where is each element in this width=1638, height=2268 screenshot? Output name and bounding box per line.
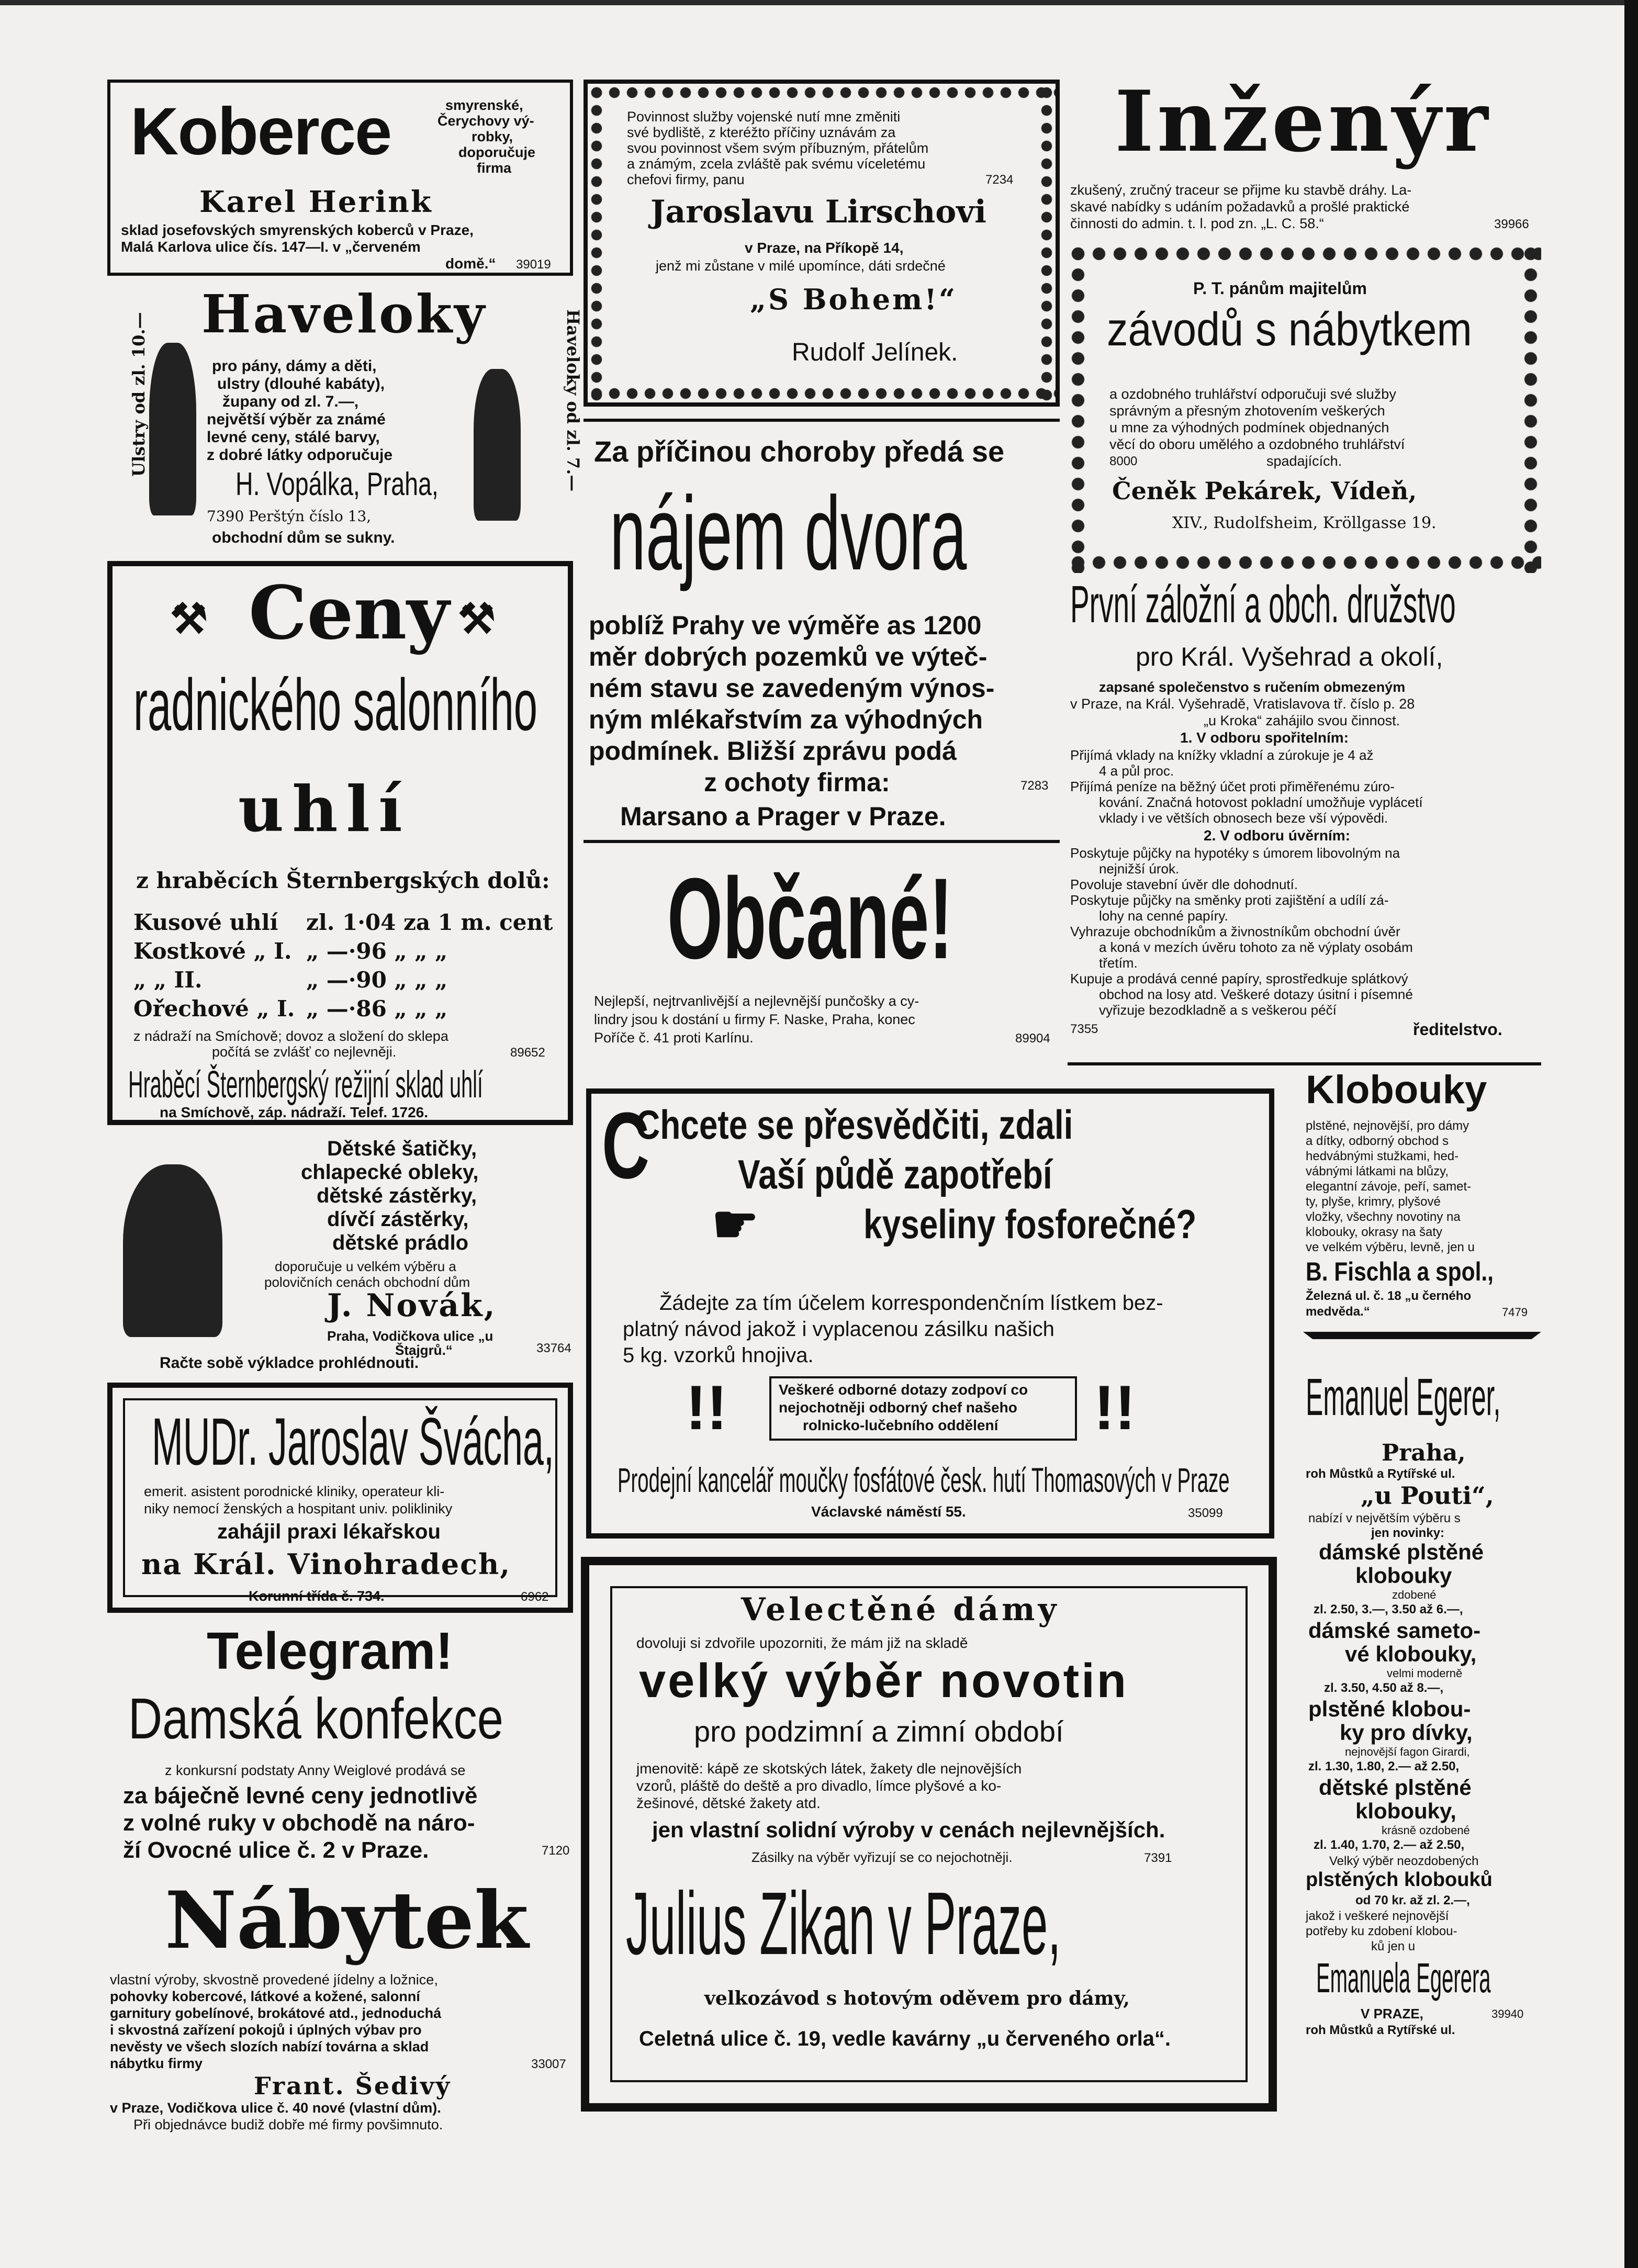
egerer-l3: Velký výběr neozdobených [1329,1854,1479,1868]
novak-line-5: dětské prádlo [332,1231,469,1254]
pekarek-addr: XIV., Rudolfsheim, Kröllgasse 19. [1172,514,1437,532]
pekarek-firm: Čeněk Pekárek, Vídeň, [1112,477,1417,505]
egerer-h2b: vé klobouky, [1345,1642,1477,1666]
lirsch-l2: své bydliště, z kteréžto příčiny uznávám za [627,125,896,140]
fosfor-l3: kyseliny fosforečné? [863,1201,1197,1247]
koberce-line3: domě.“ [445,255,496,272]
fosfor-code: 35099 [1188,1506,1223,1520]
nabytek-l3: garnitury gobelínové, brokátové atd., jednoduchá [110,2005,442,2021]
fosfor-p2: platný návod jakož i vyplacenou zásilku našich [623,1318,1054,1341]
svacha-l5: Korunní třída č. 734. [249,1588,385,1604]
ceny-firm: Hraběcí Šternbergský režijní sklad uhlí [128,1064,483,1106]
telegram-l1: z konkursní podstaty Anny Weiglové prodává se [165,1762,466,1778]
egerer-p2a: velmi moderně [1387,1667,1463,1680]
zalozni-sign: ředitelstvo. [1413,1020,1502,1039]
nabytek-l5: nevěsty ve všech slozích nabízí továrna a sklad [110,2039,429,2054]
inzenyr-l1: zkušený, zručný traceur se přijme ku stavbě dráhy. La- [1070,182,1412,198]
obcane-title: Občané! [667,854,953,983]
ad-najem [584,419,1060,848]
fosfor-box1: Veškeré odborné dotazy zodpoví co [779,1382,1028,1398]
zalozni-l2: v Praze, na Král. Vyšehradě, Vratislavova tř. číslo p. 28 [1070,696,1415,712]
fosfor-p1: Žádejte za tím účelem korrespondenčním lístkem bez- [659,1292,1163,1315]
haveloky-right-vertical: Haveloky od zl. 7.— [563,309,583,492]
egerer-h3: plstěné klobou- [1308,1697,1471,1721]
novak-small-1: doporučuje u velkém výběru a [275,1259,456,1274]
zikan-l1: dovoluji si zdvořile upozorniti, že mám již na skladě [636,1635,968,1651]
zalozni-code: 7355 [1070,1022,1098,1036]
zalozni-l14: Vyhrazuje obchodníkům a živnostníkům obchodní úvěr [1070,924,1400,939]
ad-klobouky [1303,1070,1541,1374]
rule [584,840,1060,843]
fosfor-firm: Prodejní kancelář moučky fosfátové česk. hutí Thomasových v Praze [618,1461,1230,1499]
haveloky-firm: H. Vopálka, Praha, [235,466,439,502]
klobouky-line-9: ve velkém výběru, levně, jen u [1306,1240,1475,1254]
ad-svacha [107,1383,573,1613]
svacha-title: MUDr. Jaroslav Švácha, [152,1405,554,1479]
fosfor-big-c: C [602,1093,649,1198]
egerer-l8: roh Můstků a Rytířské ul. [1306,2023,1455,2037]
egerer-l7: V PRAZE, [1361,2006,1423,2022]
telegram-title: Telegram! [207,1622,453,1680]
egerer-l4: jakož i veškeré nejnovější [1306,1909,1449,1923]
novak-small-2: polovičních cenách obchodní dům [264,1274,470,1290]
ornament-border-left [1068,243,1089,573]
ad-egerer [1303,1350,1541,2109]
egerer-addr: roh Můstků a Rytířské ul. [1306,1467,1455,1481]
ad-lirsch [584,80,1060,407]
klobouky-title: Klobouky [1306,1068,1487,1112]
inzenyr-l2: skavé nabídky s udáním požadavků a prošlé praktické [1070,199,1410,215]
ad-nabytek [107,1874,573,2132]
svacha-code: 6962 [521,1590,549,1604]
pekarek-title: závodů s nábytkem [1107,304,1472,356]
zalozni-l17: Kupuje a prodává cenné papíry, sprostředkuje splátkový [1070,971,1408,986]
haveloky-line-4: největší výběr za známé [207,411,386,428]
egerer-firm: Emanuela Egerera [1316,1955,1491,2001]
ad-pekarek [1068,243,1541,573]
ad-koberce [107,80,573,276]
novak-addr2: Štajgrů.“ [395,1342,453,1358]
lirsch-bohem: „S Bohem!“ [750,283,958,316]
koberce-code: 39019 [516,257,551,272]
ceny-code: 89652 [510,1046,545,1060]
ceny-row-2-price: „ —·96 „ „ „ [306,938,448,964]
haveloky-title: Haveloky [201,283,487,345]
ceny-note1: z nádraží na Smíchově; dovoz a složení do sklepa [133,1028,448,1044]
zalozni-l7: kování. Značná hotovost pokladní umožňuje vyplácetí [1099,794,1423,810]
ad-zikan [581,1557,1277,2112]
zikan-sub: pro podzimní a zimní období [694,1715,1064,1748]
egerer-p1a: zdobené [1392,1588,1437,1601]
klobouky-line-7: vložky, všechny novotiny na [1306,1210,1461,1224]
egerer-city: Praha, [1382,1440,1466,1466]
haveloky-line-3: župany od zl. 7.—, [222,393,359,410]
zikan-l3: vzorů, pláště do deště a pro divadlo, límce plyšové a ko- [636,1778,1002,1794]
zalozni-l11: Povoluje stavební úvěr dle dohodnutí. [1070,877,1298,892]
egerer-p1: zl. 2.50, 3.—, 3.50 až 6.—, [1314,1602,1463,1616]
ad-novak [107,1133,573,1374]
lirsch-l1: Povinnost služby vojenské nutí mne změniti [627,109,901,125]
telegram-l3: z volné ruky v obchodě na náro- [123,1810,475,1836]
lirsch-l6: jenž mi zůstane v milé upomínce, dáti srdečné [656,258,946,274]
ceny-uhli: uhlí [238,772,411,846]
najem-l2: měr dobrých pozemků ve výteč- [589,642,988,671]
telegram-sub: Damská konfekce [128,1687,503,1751]
klobouky-line-3: hedvábnými stužkami, hed- [1306,1149,1459,1163]
rule [584,419,1060,422]
children-illustration [123,1164,222,1337]
inzenyr-code: 39966 [1494,217,1529,231]
rule [1068,1062,1541,1065]
najem-l4: ným mlékařstvím za výhodných [589,705,983,734]
zikan-title: velký výběr novotin [639,1654,1128,1708]
egerer-l6: ků jen u [1371,1939,1416,1953]
klobouky-line-5: elegantní závoje, peří, samet- [1306,1180,1472,1194]
zalozni-l1: zapsané společenstvo s ručením obmezeným [1099,679,1406,695]
fosfor-box2: nejochotněji odborný chef našeho [779,1399,1017,1416]
man-figure-illustration [149,343,196,515]
pekarek-code: 8000 [1109,454,1138,468]
nabytek-code: 33007 [531,2057,566,2071]
klobouky-line-6: ty, plyše, krimry, plyšové [1306,1195,1441,1209]
svacha-l4: na Král. Vinohradech, [141,1547,511,1581]
koberce-line1: sklad josefovských smyrenských koberců v Praze, [121,222,474,238]
exclaim-icon-right: !! [1094,1373,1136,1443]
ornament-border-bottom [588,385,1056,402]
zikan-l5: jen vlastní solidní výroby v cenách nejlevnějších. [652,1817,1165,1842]
egerer-code: 39940 [1491,2007,1524,2020]
lirsch-l5: chefovi firmy, panu [627,172,745,187]
haveloky-line-5: levné ceny, stálé barvy, [207,429,380,446]
koberce-title: Koberce [130,94,391,169]
egerer-l5: potřeby ku zdobení klobou- [1306,1924,1457,1938]
zalozni-l6: Přijímá peníze na běžný účet proti přiměřenému zúro- [1070,779,1395,794]
novak-line-1: Dětské šatičky, [327,1137,477,1160]
hammers-icon-left: ⚒ [170,594,208,643]
ad-inzenyr [1068,72,1541,237]
fosfor-p3: 5 kg. vzorků hnojiva. [623,1344,814,1367]
haveloky-line-2: ulstry (dlouhé kabáty), [217,375,385,392]
ceny-row-4-name: Ořechové „ I. [133,996,295,1021]
woman-figure-illustration [474,369,521,521]
zalozni-l5: 4 a půl proc. [1099,763,1174,779]
lirsch-l3: svou povinnost všem svým příbuzným, přátelům [627,140,929,156]
zikan-l6: Zásilky na výběr vyřizují se co nejochotněji. [751,1849,1013,1865]
ornament-border-top [1068,243,1541,264]
exclaim-icon-left: !! [686,1373,727,1443]
telegram-l4: ží Ovocné ulice č. 2 v Praze. [123,1837,429,1863]
lirsch-addr: v Praze, na Příkopě 14, [745,240,904,256]
nabytek-title: Nábytek [165,1874,529,1967]
novak-line-3: dětské zástěrky, [317,1184,477,1207]
ornament-border-right [1038,84,1056,402]
haveloky-addr2: obchodní dům se sukny. [212,529,395,546]
klobouky-addr1: Železná ul. č. 18 „u černého [1306,1289,1472,1303]
ornament-border-top [588,84,1056,102]
koberce-firm: Karel Herink [199,185,433,219]
pointing-hand-icon: ☛ [712,1195,759,1254]
nabytek-l8: Při objednávce budiž dobře mé firmy povšimnuto. [133,2117,443,2132]
nabytek-l2: pohovky kobercové, látkové a kožené, salonní [110,1989,420,2004]
egerer-p4: zl. 1.40, 1.70, 2.— až 2.50, [1314,1838,1465,1852]
najem-code: 7283 [1020,779,1049,793]
klobouky-line-8: klobouky, okrasy na šaty [1306,1225,1443,1239]
zikan-code: 7391 [1144,1851,1172,1865]
koberce-side-1: smyrenské, [445,97,523,113]
klobouky-line-1: plstěné, nejnovější, pro dámy [1306,1119,1469,1133]
klobouky-firm: B. Fischla a spol., [1306,1257,1494,1286]
nabytek-l4: i skvostná zařízení pokojů i úplných výbav pro [110,2022,422,2038]
lirsch-l4: a známým, zcela zvláště pak svému víceletému [627,156,926,172]
egerer-h5: plstěných klobouků [1306,1869,1493,1891]
najem-head: Za příčinou choroby předá se [594,435,1005,468]
novak-addr1: Praha, Vodičkova ulice „u [327,1328,493,1344]
egerer-h4b: klobouky, [1355,1799,1456,1823]
telegram-l2: za báječně levné ceny jednotlivě [123,1783,478,1809]
zalozni-sec2: 2. V odboru úvěrním: [1204,827,1351,844]
haveloky-code: 7390 [207,508,244,525]
scan-edge-top [0,0,1638,5]
pekarek-head: P. T. pánům majitelům [1193,279,1367,298]
novak-code: 33764 [536,1341,571,1355]
ceny-note2: počítá se zvlášť co nejlevněji. [212,1044,397,1060]
egerer-l2: jen novinky: [1371,1526,1445,1540]
najem-firm: Marsano a Prager v Praze. [620,802,946,831]
zalozni-l4: Přijímá vklady na knížky vkladní a zúrokuje je 4 až [1070,747,1374,763]
klobouky-line-2: a dítky, odborný obchod s [1306,1134,1449,1148]
zalozni-l19: vyřizuje bezodkladně a s veškerou péčí [1099,1002,1337,1018]
zalozni-l16: třetím. [1099,955,1138,971]
najem-title: nájem dvora [610,475,967,592]
novak-foot: Račte sobě výkladce prohlédnouti. [160,1354,419,1372]
novak-line-2: chlapecké obleky, [301,1161,479,1184]
egerer-h1: dámské plstěné [1319,1540,1484,1564]
haveloky-line-1: pro pány, dámy a děti, [212,357,377,375]
egerer-l1: nabízí v největším výběru s [1308,1511,1461,1525]
najem-l3: ném stavu se zavedeným výnos- [589,673,995,703]
ad-obcane [584,850,1060,1070]
fosfor-addr: Václavské náměstí 55. [811,1503,966,1520]
ornament-border-left [588,84,605,402]
klobouky-line-4: vábnými látkami na blůzy, [1306,1164,1449,1178]
ad-telegram [107,1622,573,1884]
novak-firm: J. Novák, [327,1287,497,1324]
hammers-icon-right: ⚒ [458,594,496,643]
zalozni-sec1: 1. V odboru spořitelním: [1180,729,1349,746]
egerer-p3: zl. 1.30, 1.80, 2.— až 2.50, [1308,1759,1460,1773]
pekarek-l3: u mne za výhodných podmínek objednaných [1109,420,1389,435]
koberce-side-3: robky, [472,129,513,144]
lirsch-code: 7234 [985,173,1014,187]
fosfor-l2: Vaší půdě zapotřebí [738,1151,1052,1197]
ceny-row-3-price: „ —·90 „ „ „ [306,967,448,993]
ad-fosfor [586,1088,1274,1539]
lirsch-sign: Rudolf Jelínek. [792,339,958,366]
zalozni-title: První záložní a obch. družstvo [1070,575,1456,634]
zalozni-l12: Poskytuje půjčky na směnky proti zajištění a udílí zá- [1070,892,1389,908]
ornament-border-bottom [1068,552,1541,573]
nabytek-l6: nábytku firmy [110,2056,203,2071]
egerer-h2: dámské sameto- [1308,1618,1481,1643]
zalozni-l13: lohy na cenné papíry. [1099,908,1228,924]
obcane-l3: Poříče č. 41 proti Karlínu. [594,1030,754,1046]
fosfor-note-box [769,1376,1077,1441]
inzenyr-l3: činnosti do admin. t. l. pod zn. „L. C. 58.“ [1070,216,1324,231]
pekarek-l5: spadajících. [1266,453,1342,469]
scan-edge-right [1624,0,1638,2268]
ceny-row-3-name: „ „ II. [133,967,203,993]
rule [1303,1332,1541,1339]
ad-zalozni [1068,575,1541,1070]
zikan-l8: Celetná ulice č. 19, vedle kavárny „u červeného orla“. [639,2027,1171,2050]
zikan-l2: jmenovitě: kápě ze skotských látek, žakety dle nejnovějších [636,1760,1022,1777]
zalozni-l3: „u Kroka“ zahájilo svou činnost. [1204,713,1400,728]
nabytek-firm: Frant. Šedivý [254,2072,452,2100]
koberce-side-4: doporučuje [458,144,535,160]
najem-l1: poblíž Prahy ve výměře as 1200 [589,611,982,640]
haveloky-addr: Perštýn číslo 13, [249,508,372,525]
telegram-code: 7120 [542,1844,570,1858]
klobouky-code: 7479 [1502,1306,1528,1319]
zikan-l7: velkozávod s hotovým oděvem pro dámy, [704,1988,1130,2009]
obcane-l2: lindry jsou k dostání u firmy F. Naske, Praha, konec [594,1012,915,1027]
fosfor-l1: Chcete se přesvědčiti, zdali [636,1102,1073,1148]
svacha-l2: niky nemocí ženských a hospitant univ. polikliniky [144,1501,453,1517]
ceny-row-1-price: zl. 1·04 za 1 m. cent [306,910,553,935]
egerer-pouti: „u Pouti“, [1361,1481,1494,1510]
egerer-p2: zl. 3.50, 4.50 až 8.—, [1324,1681,1444,1695]
koberce-side-2: Čerychovy vý- [437,113,534,129]
haveloky-left-vertical: Ulstry od zl. 10.— [129,312,149,477]
koberce-side-5: firma [477,160,512,176]
inzenyr-title: Inženýr [1115,72,1491,171]
novak-line-4: dívčí zástěrky, [327,1208,469,1231]
svacha-l1: emerit. asistent porodnické kliniky, operateur kli- [144,1484,445,1499]
egerer-h4: dětské plstěné [1319,1775,1472,1800]
ceny-sub: radnického salonního [133,664,537,746]
klobouky-addr2: medvěda.“ [1306,1305,1370,1319]
zalozni-l8: vklady i ve větších obnosech beze vší výpovědi. [1099,810,1388,826]
egerer-p5: od 70 kr. až zl. 2.—, [1355,1893,1470,1907]
egerer-p4a: krásně ozdobené [1382,1824,1470,1837]
egerer-p3a: nejnovější fagon Girardi, [1345,1745,1470,1758]
zalozni-l9: Poskytuje půjčky na hypotéky s úmorem libovolným na [1070,845,1400,861]
ornament-border-right [1520,243,1541,573]
nabytek-l1: vlastní výroby, skvostně provedené jídelny a ložnice, [110,1972,438,1988]
ad-ceny-uhli [107,561,573,1125]
zalozni-sub: pro Král. Vyšehrad a okolí, [1136,642,1443,671]
ceny-title: Ceny [249,570,450,656]
ad-haveloky [107,283,583,552]
haveloky-line-6: z dobré látky odporučuje [207,446,393,464]
ceny-row-2-name: Kostkové „ I. [133,938,292,964]
lirsch-name: Jaroslavu Lirschovi [650,194,986,230]
egerer-h1b: klobouky [1355,1563,1452,1588]
obcane-l1: Nejlepší, nejtrvanlivější a nejlevnější punčošky a cy- [594,993,919,1009]
ceny-addr: na Smíchově, záp. nádraží. Telef. 1726. [160,1104,429,1120]
ceny-row-1-name: Kusové uhlí [133,910,278,935]
zalozni-l15: a koná v mezích úvěru tohoto za ně výplaty osobám [1099,939,1413,955]
zikan-firm: Julius Zikan v Praze, [626,1874,1061,1973]
zalozni-l10: nejnižší úrok. [1099,861,1180,877]
pekarek-l4: věcí do oboru umělého a ozdobného truhlářství [1109,436,1405,452]
koberce-line2: Malá Karlova ulice čís. 147—I. v „červeném [121,239,421,255]
svacha-l3: zahájil praxi lékařskou [217,1520,441,1543]
ceny-row-4-price: „ —·86 „ „ „ [306,996,448,1021]
zalozni-l18: obchod na losy atd. Veškeré dotazy úsitní i písemné [1099,986,1413,1002]
obcane-code: 89904 [1015,1031,1050,1046]
pekarek-l2: správným a přesným zhotovením veškerých [1109,403,1385,419]
zikan-l4: žešinové, dětské žakety atd. [636,1795,821,1811]
najem-l5: podmínek. Bližší zprávu podá [589,736,957,766]
ceny-from: z hraběcích Šternbergských dolů: [136,868,550,893]
egerer-title: Emanuel Egerer, [1306,1368,1501,1427]
najem-l6: z ochoty firma: [704,768,890,797]
fosfor-box3: rolnicko-lučebního oddělení [803,1417,998,1433]
pekarek-l1: a ozdobného truhlářství odporučuji své služby [1109,386,1396,402]
zikan-head: Velectěné dámy [741,1591,1060,1628]
egerer-h3b: ky pro dívky, [1340,1720,1473,1745]
nabytek-l7: v Praze, Vodičkova ulice č. 40 nové (vlastní dům). [110,2100,441,2116]
